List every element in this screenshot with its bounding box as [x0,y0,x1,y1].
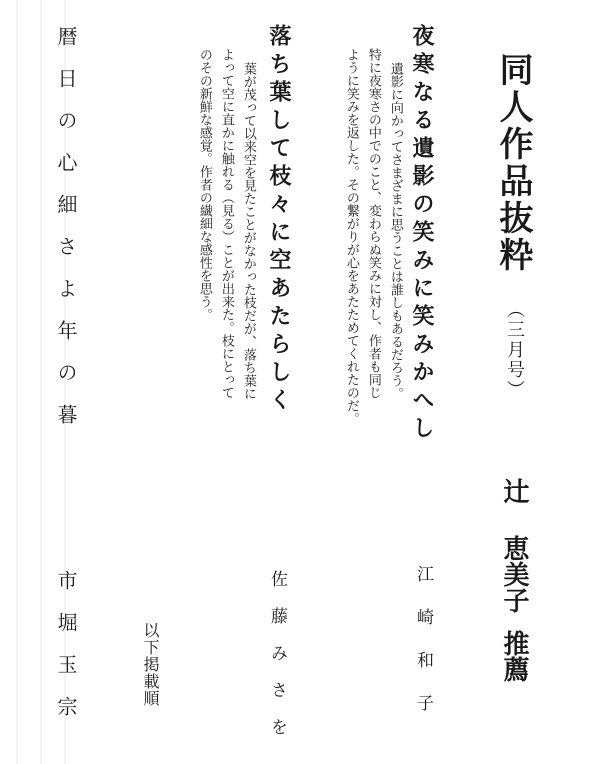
haiku-1-poet: 江崎和子 [413,565,433,737]
selector-given-name: 恵美子 [499,535,529,613]
haiku-1-comment-line-1: 遺影に向かってさまざまに思うことは誰しもあるだろう。 [387,62,403,400]
haiku-1: 夜寒なる遺影の笑みに笑みかへし [409,24,435,444]
haiku-2-comment-line-1: 葉が茂って以来空を見たことがなかった枝だが、落ち葉に [240,62,256,400]
haiku-2-comment-line-3: のその新鮮な感覚。作者の繊細な感性を思う。 [196,48,212,321]
listed-poet: 市堀玉宗 [54,570,78,738]
haiku-2-comment-line-2: よって空に直かに触れる（見る）ことが出来た。枝にとって [218,48,234,399]
issue-label: （三月号） [504,300,525,400]
haiku-2-poet: 佐藤みさを [267,570,287,755]
order-note: 以下掲載順 [141,622,160,707]
listed-haiku: 暦日の心細さよ年の暮 [54,26,78,446]
haiku-1-comment-line-3: ように笑みを返した。その繋がりが心をあたためてくれたのだ。 [343,48,359,425]
haiku-2: 落ち葉して枝々に空あたらしく [266,24,292,416]
selector-role: 推薦 [499,630,529,682]
page-title: 同人作品抜粋 [493,52,533,274]
selector-family-name: 辻 [499,478,529,504]
haiku-1-comment-line-2: 特に夜寒さの中でのこと、変わらぬ笑みに対し、作者も同じ [365,48,381,399]
